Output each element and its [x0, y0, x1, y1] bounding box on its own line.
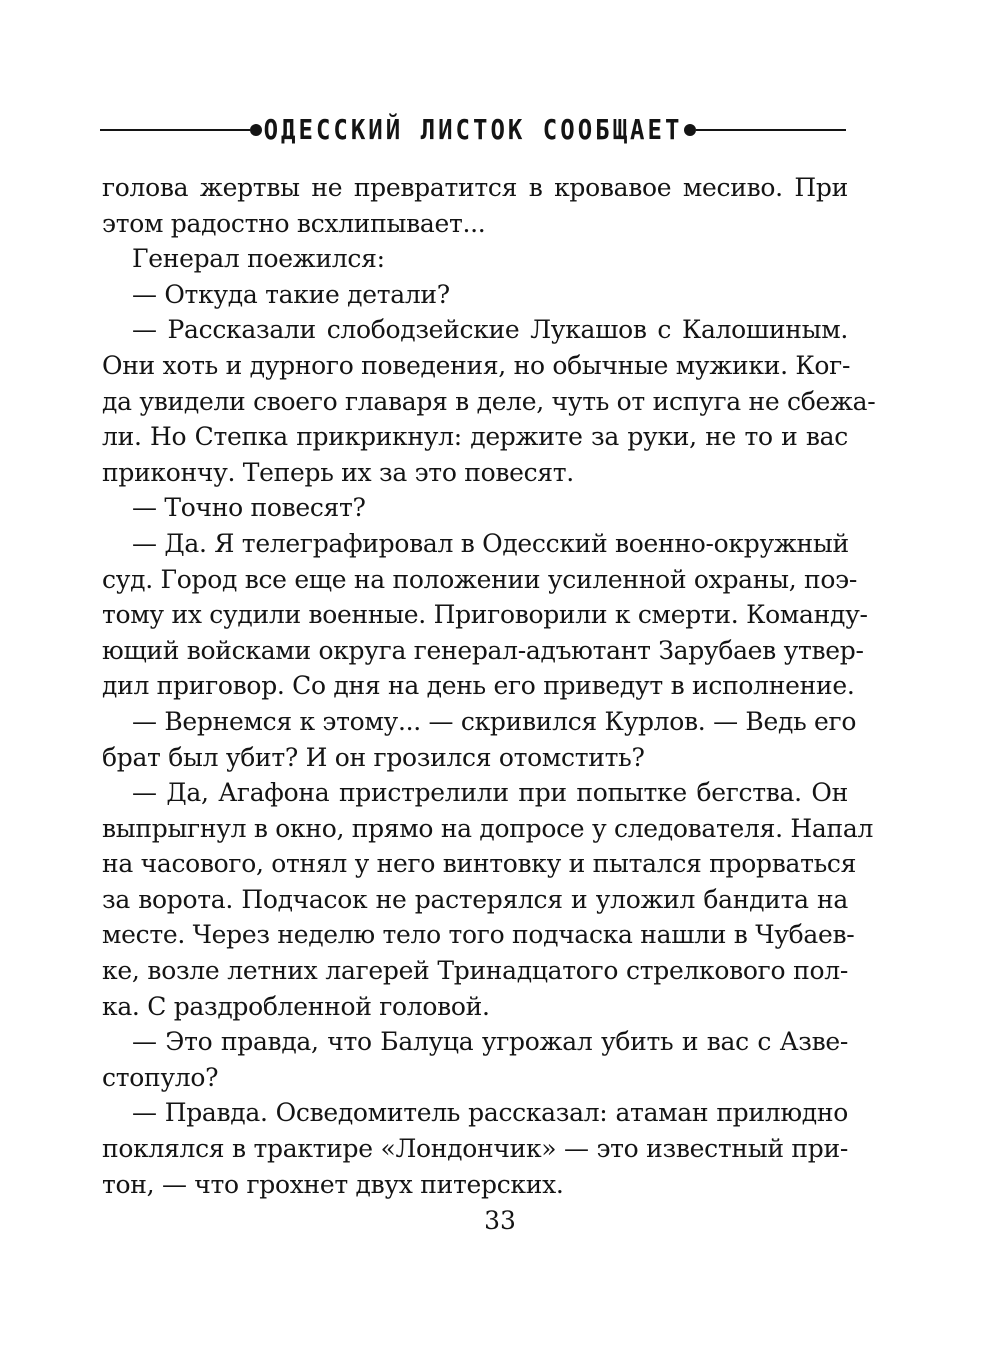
text-line: дил приговор. Со дня на день его приведут в исполнение.: [102, 671, 855, 701]
text-line: выпрыгнул в окно, прямо на допросе у следователя. Напал: [102, 813, 874, 843]
text-line: — Да, Агафона пристрелили при попытке бегства. Он: [132, 778, 848, 808]
text-line: ке, возле летних лагерей Тринадцатого стрелкового пол-: [102, 956, 848, 986]
right-rule: [696, 129, 846, 131]
body-text: [102, 170, 876, 1202]
running-head: [100, 112, 846, 148]
text-line: на часового, отнял у него винтовку и пытался прорваться: [102, 849, 857, 879]
text-line: ка. С раздробленной головой.: [102, 991, 490, 1021]
text-line: тому их судили военные. Приговорили к смерти. Команду-: [102, 600, 868, 630]
page-number: 33: [484, 1206, 516, 1235]
text-line: ли. Но Степка прикрикнул: держите за руки, не то и вас: [102, 422, 848, 452]
text-line: голова жертвы не превратится в кровавое месиво. При: [102, 173, 848, 202]
text-line: да увидели своего главаря в деле, чуть от испуга не сбежа-: [102, 386, 876, 416]
text-line: месте. Через неделю тело того подчаска нашли в Чубаев-: [102, 920, 855, 950]
text-line: стопуло?: [102, 1062, 219, 1092]
text-line: — Вернемся к этому... — скривился Курлов. — Ведь его: [132, 706, 857, 736]
text-line: этом радостно всхлипывает...: [102, 208, 486, 238]
text-line: — Правда. Осведомитель рассказал: атаман прилюдно: [132, 1098, 848, 1128]
text-line: суд. Город все еще на положении усиленной охраны, поэ-: [102, 564, 857, 594]
text-line: за ворота. Подчасок не растерялся и уложил бандита на: [102, 884, 848, 914]
text-line: — Это правда, что Балуца угрожал убить и вас с Азве-: [132, 1027, 848, 1057]
running-head-title: ОДЕССКИЙ ЛИСТОК СООБЩАЕТ: [263, 113, 683, 147]
text-line: Они хоть и дурного поведения, но обычные мужики. Ког-: [102, 350, 851, 380]
text-line: поклялся в трактире «Лондончик» — это известный при-: [102, 1134, 848, 1164]
text-line: тон, — что грохнет двух питерских.: [102, 1169, 564, 1199]
text-line: Генерал поежился:: [132, 244, 385, 274]
text-line: — Да. Я телеграфировал в Одесский военно-окружный: [132, 528, 849, 558]
text-line: прикончу. Теперь их за это повесят.: [102, 457, 574, 487]
text-line: — Рассказали слободзейские Лукашов с Калошиным.: [132, 315, 848, 345]
right-dot-ornament: [684, 124, 696, 136]
text-line: — Точно повесят?: [132, 493, 366, 523]
text-line: — Откуда такие детали?: [132, 279, 450, 309]
text-line: брат был убит? И он грозился отомстить?: [102, 742, 645, 772]
text-line: ющий войсками округа генерал-адъютант Зарубаев утвер-: [102, 635, 864, 665]
